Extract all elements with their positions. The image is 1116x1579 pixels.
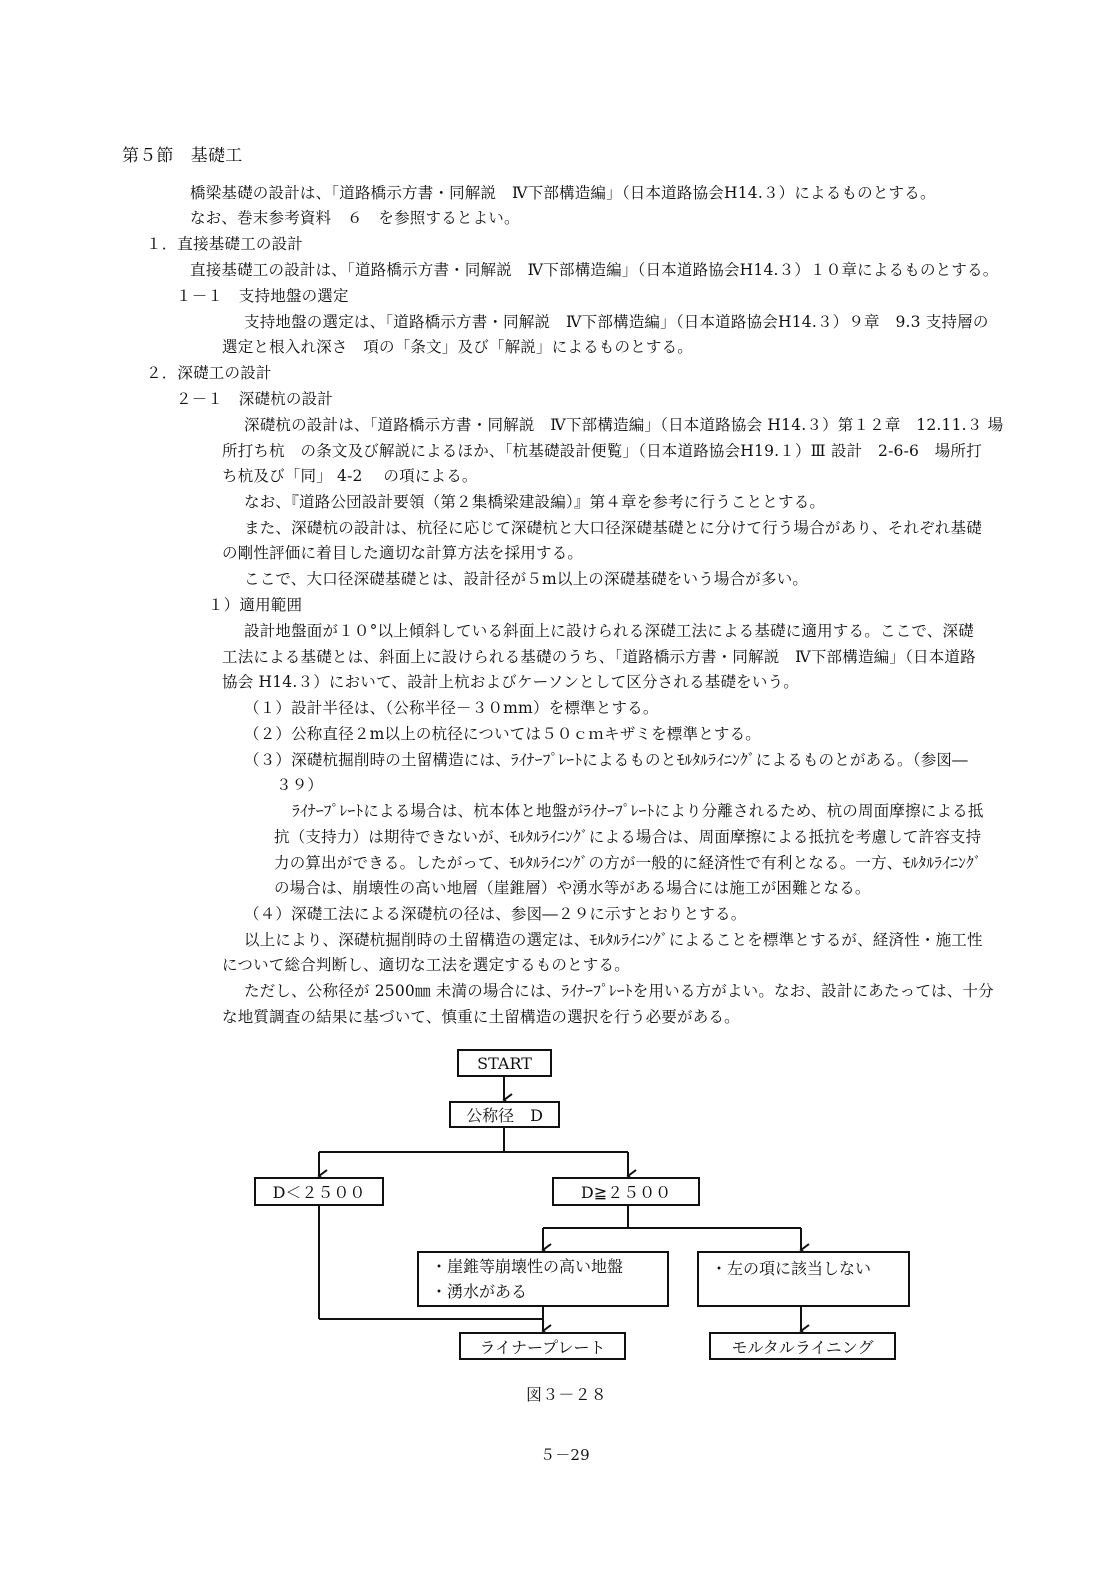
note-line-2: な地質調査の結果に基づいて、慎重に土留構造の選択を行う必要がある。 [222,1008,740,1026]
intro-line-1: 橋梁基礎の設計は、「道路橋示方書・同解説 Ⅳ下部構造編」（日本道路協会H14.３）によるものとする。 [190,184,936,202]
sec1-body: 直接基礎工の設計は、「道路橋示方書・同解説 Ⅳ下部構造編」（日本道路協会H14.３）１０章によるものとする。 [190,261,999,279]
flow-cond-b-box [697,1251,910,1307]
item-3-detail-1: ﾗｲﾅｰﾌﾟﾚｰﾄによる場合は、杭本体と地盤がﾗｲﾅｰﾌﾟﾚｰﾄにより分離されるため、杭の周面摩擦による抵 [292,802,984,820]
scope-line-3: 協会 H14.３）において、設計上杭およびケーソンとして区分される基礎をいう。 [222,673,799,691]
figure-caption: 図３－２８ [526,1385,608,1404]
flow-mortar-box: モルタルライニング [709,1332,896,1360]
flow-diameter-box: 公称径 D [449,1101,560,1128]
flow-ge-box: D≧２５００ [552,1177,700,1206]
flow-lt-box: D＜２５００ [254,1177,384,1206]
scope-heading: １）適用範囲 [208,596,303,614]
sec2-para3-line-1: また、深礎杭の設計は、杭径に応じて深礎杭と大口径深礎基礎とに分けて行う場合があり、それぞれ基礎 [244,519,982,537]
item-3-detail-3: 力の算出ができる。したがって、ﾓﾙﾀﾙﾗｲﾆﾝｸﾞの方が一般的に経済性で有利となる。一方、ﾓﾙﾀﾙﾗｲﾆﾝｸﾞ [274,854,982,872]
sec2-heading: ２．深礎工の設計 [146,364,272,382]
page-number: ５－29 [540,1446,590,1464]
scope-line-2: 工法による基礎とは、斜面上に設けられる基礎のうち、「道路橋示方書・同解説 Ⅳ下部構造編」（日本道路 [222,648,976,666]
sec2-para1-line-1: 深礎杭の設計は、「道路橋示方書・同解説 Ⅳ下部構造編」（日本道路協会 H14.３）第１２章 12.11.３ 場 [244,416,1004,434]
item-3-detail-2: 抗（支持力）は期待できないが、ﾓﾙﾀﾙﾗｲﾆﾝｸﾞによる場合は、周面摩擦による抵抗を考慮して許容支持 [274,828,982,846]
cond-a-line-1: ・崖錐等崩壊性の高い地盤 [431,1257,624,1276]
sec1-sub-heading: １－１ 支持地盤の選定 [176,287,349,305]
conclusion-line-1: 以上により、深礎杭掘削時の土留構造の選定は、ﾓﾙﾀﾙﾗｲﾆﾝｸﾞによることを標準とするが、経済性・施工性 [244,931,983,949]
item-3-line-1: （３）深礎杭掘削時の土留構造には、ﾗｲﾅｰﾌﾟﾚｰﾄによるものとﾓﾙﾀﾙﾗｲﾆﾝｸﾞによるものとがある。（参図― [244,751,968,769]
flow-cond-a-box [417,1251,669,1307]
cond-b-line-1: ・左の項に該当しない [711,1259,872,1278]
item-4: （４）深礎工法による深礎杭の径は、参図―２９に示すとおりとする。 [244,905,747,923]
flow-liner-box: ライナープレート [459,1332,626,1360]
sec2-para4: ここで、大口径深礎基礎とは、設計径が５m以上の深礎基礎をいう場合が多い。 [244,570,809,588]
conclusion-line-2: について総合判断し、適切な工法を選定するものとする。 [222,956,630,974]
note-line-1: ただし、公称径が 2500㎜ 未満の場合には、ﾗｲﾅｰﾌﾟﾚｰﾄを用いる方がよい。なお、設計にあたっては、十分 [244,982,994,1000]
sec2-para1-line-2: 所打ち杭 の条文及び解説によるほか、「杭基礎設計便覧」（日本道路協会H19.１）Ⅲ 設計 2-6-6 場所打 [222,442,982,460]
sec2-para2: なお、『道路公団設計要領（第２集橋梁建設編）』第４章を参考に行うこととする。 [244,493,826,511]
flow-start-box: START [457,1049,552,1077]
item-1: （１）設計半径は、（公称半径－３０mm）を標準とする。 [244,699,659,717]
item-2: （２）公称直径２m以上の杭径については５０ｃｍキザミを標準とする。 [244,725,761,743]
sec1-sub-body-1: 支持地盤の選定は、「道路橋示方書・同解説 Ⅳ下部構造編」（日本道路協会H14.３）９章 9.3 支持層の [244,313,989,331]
sec1-heading: １．直接基礎工の設計 [146,235,304,253]
section-title: 第５節 基礎工 [122,146,243,166]
sec1-sub-body-2: 選定と根入れ深さ 項の「条文」及び「解説」によるものとする。 [222,338,694,356]
sec2-para3-line-2: の剛性評価に着目した適切な計算方法を採用する。 [222,544,584,562]
item-3-line-2: ３９） [276,776,324,794]
cond-a-line-2: ・湧水がある [431,1282,528,1301]
sec2-sub-heading: ２－１ 深礎杭の設計 [176,390,334,408]
sec2-para1-line-3: ち杭及び「同」 4-2 の項による。 [222,467,478,485]
item-3-detail-4: の場合は、崩壊性の高い地層（崖錐層）や湧水等がある場合には施工が困難となる。 [274,879,871,897]
scope-line-1: 設計地盤面が１０°以上傾斜している斜面上に設けられる深礎工法による基礎に適用する。ここで、深礎 [244,622,974,640]
intro-line-2: なお、巻末参考資料 ６ を参照するとよい。 [190,209,520,227]
